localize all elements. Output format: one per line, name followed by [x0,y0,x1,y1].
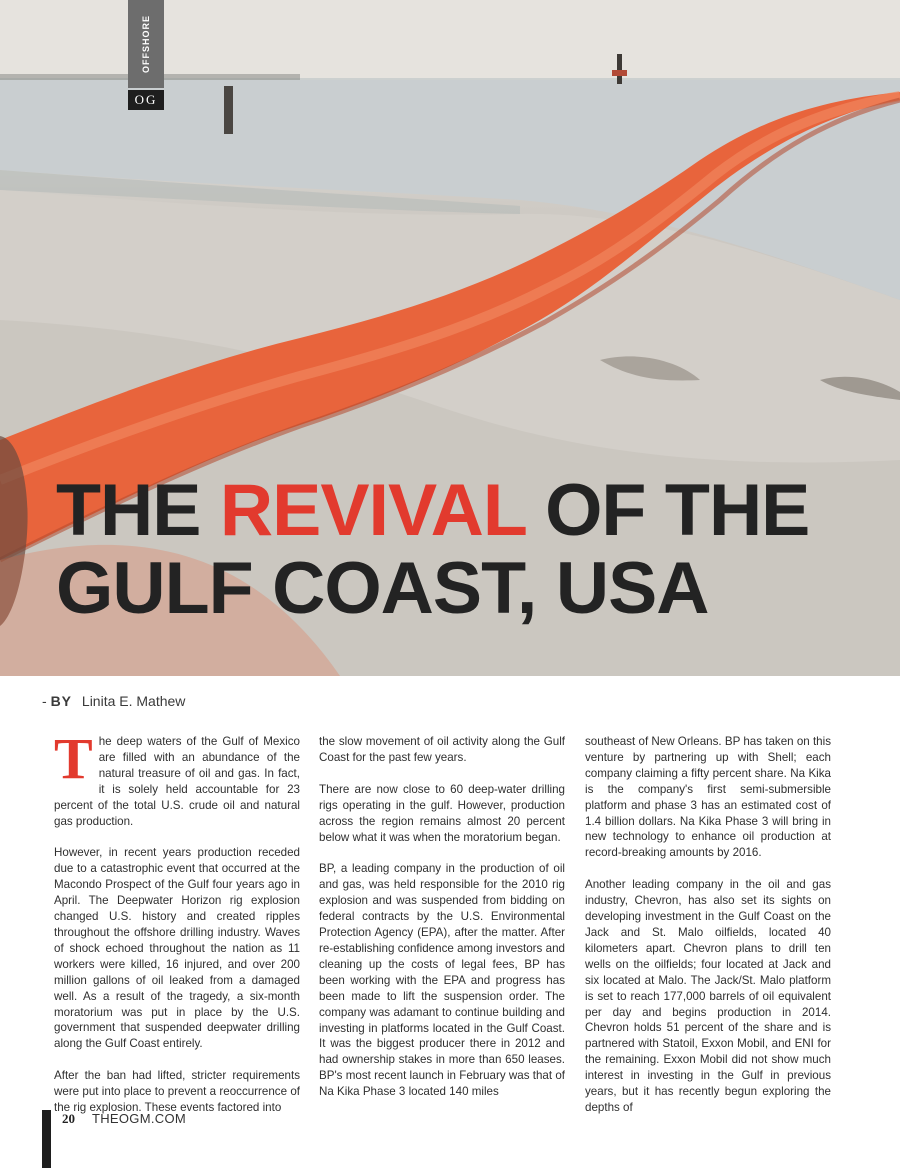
section-label: OFFSHORE [141,14,151,74]
site-url: THEOGM.COM [92,1111,186,1126]
paragraph: After the ban had lifted, stricter requirements were put into place to prevent a reoccurrence of the rig explosion. These events factored into [54,1069,300,1115]
article-column-1 [54,726,300,1132]
paragraph [54,726,300,829]
footer-bar [42,1110,51,1168]
paragraph: Another leading company in the oil and gas industry, Chevron, has also set its sights on developing investment in the Gulf Coast on the Jack and St. Malo oilfields, located 40 kilometers apart. Chevron plans to drill ten wells on the oilfields; four located at Jack and six located at Malo. The Jack/St. Malo platform is set to reach 177,000 barrels of oil equivalent per day and begins production in 2014. Chevron holds 51 percent of the share and is partnered with Statoil, Exxon Mobil, and ENI for the remaining. Exxon Mobil did not show much interest in investing in the Gulf in previous years, but it has recently begun exploring the depths of [585,878,831,1114]
drop-cap: T [54,726,93,791]
headline-line-2: GULF COAST, USA [56,548,709,629]
byline-author: Linita E. Mathew [81,693,186,709]
byline-label: BY [50,693,73,709]
paragraph: There are now close to 60 deep-water drilling rigs operating in the gulf. However, production across the region remains almost 20 percent below what it was when the moratorium began. [319,782,565,844]
headline-line-1 [56,472,809,550]
byline-dash: - [42,693,47,709]
section-tab [128,0,164,88]
wooden-post [224,86,233,134]
channel-marker [617,54,622,84]
article-column-3 [585,734,831,1132]
paragraph: the slow movement of oil activity along the Gulf Coast for the past few years. [319,735,565,764]
paragraph: southeast of New Orleans. BP has taken on this venture by partnering up with Shell; each company claiming a fifty percent share. Na Kika is the company's first semi-submersible platform and phase 3 has an estimated cost of 1.4 billion dollars. Na Kika Phase 3 will bring in new technology to enhance oil production at record-breaking amounts by 2016. [585,735,831,860]
headline-word-the: THE [56,470,220,551]
magazine-badge: OG [128,90,164,110]
article-headline [56,472,809,628]
paragraph-text: he deep waters of the Gulf of Mexico are filled with an abundance of the natural treasure of oil and gas. In fact, it is solely held accountable for 23 percent of the total U.S. crude oil and natural gas production. [54,735,300,828]
page-number: 20 [62,1111,75,1126]
paragraph: However, in recent years production receded due to a catastrophic event that occurred at the Macondo Prospect of the Gulf four years ago in April. The Deepwater Horizon rig explosion changed U.S. history and created ripples throughout the offshore drilling industry. Waves of shock echoed throughout the nation as 11 workers were killed, 16 injured, and over 200 million gallons of oil leaked from a damaged well. As a result of the tragedy, a six-month moratorium was put in place by the U.S. government that suspended deepwater drilling along the Gulf Coast entirely. [54,846,300,1051]
headline-accent-word: REVIVAL [219,470,526,551]
headline-word-of-the: OF THE [525,470,810,551]
byline [42,693,185,709]
channel-marker-flag [612,70,627,76]
paragraph: BP, a leading company in the production of oil and gas, was held responsible for the 2010 rig explosion and was suspended from bidding on federal contracts by the U.S. Environmental Protection Agency (EPA), after the matter. After re-establishing confidence among investors and cleaning up the costs of legal fees, BP has been working with the EPA and progress has been made to lift the suspension order. The company was adamant to continue building and investing in platforms located in the Gulf Coast. It was the biggest producer there in 2012 and had ownership stakes in more than 650 leases. BP's most recent launch in February was that of Na Kika Phase 3 located 140 miles [319,862,565,1099]
article-column-2 [319,734,565,1116]
